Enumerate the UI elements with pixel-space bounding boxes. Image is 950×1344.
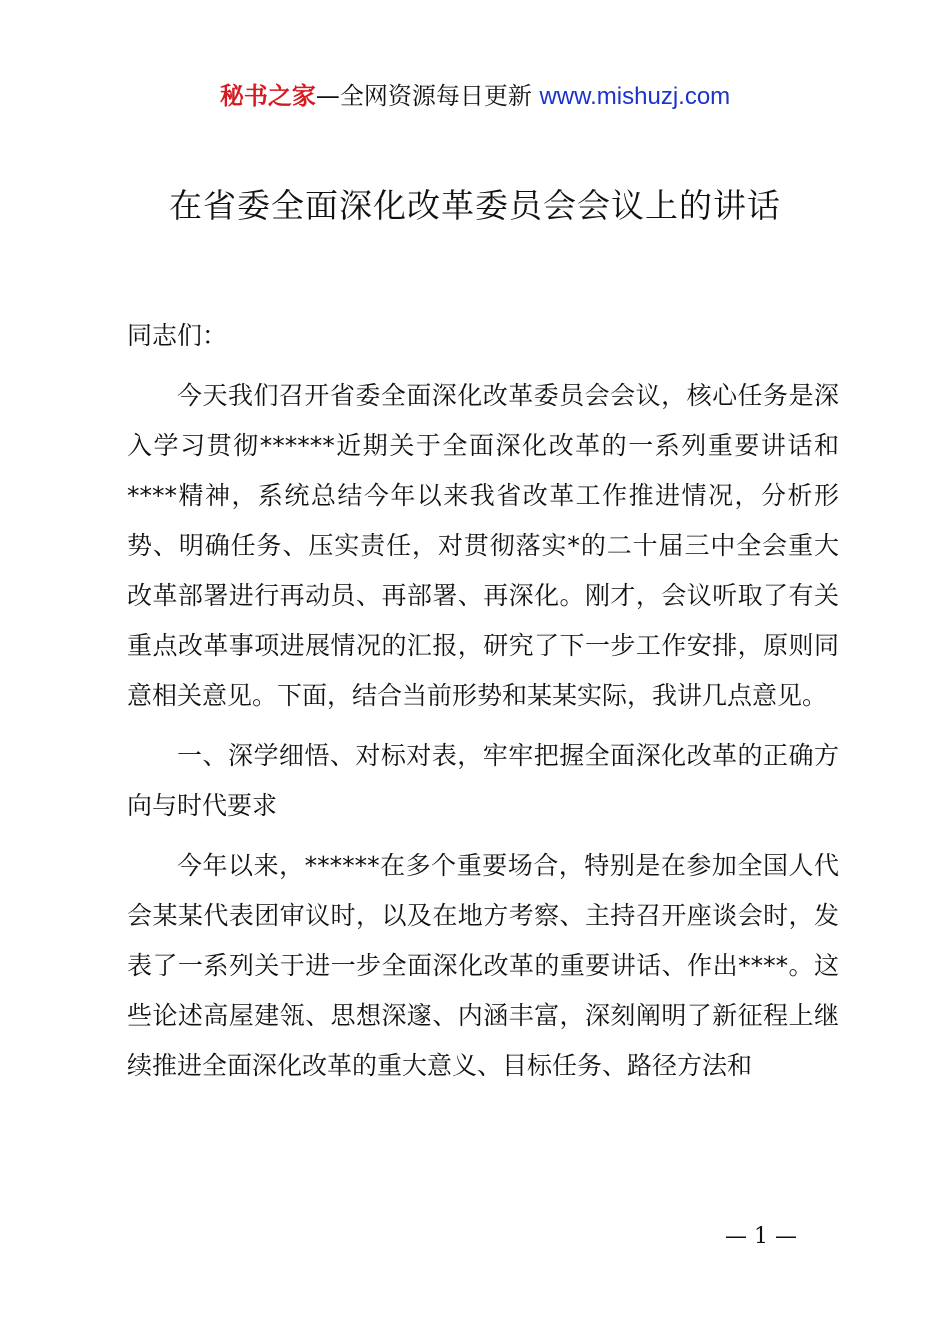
site-tagline: —全网资源每日更新 [315,82,532,110]
page-number: — 1 — [725,1224,797,1249]
section-heading: 一、深学细悟、对标对表，牢牢把握全面深化改革的正确方向与时代要求 [127,741,839,820]
site-url-link[interactable]: www.mishuzj.com [539,83,731,110]
document-body [127,311,839,1091]
body-paragraph: 今年以来，******在多个重要场合，特别是在参加全国人代会某某代表团审议时，以及在地方考察、主持召开座谈会时，发表了一系列关于进一步全面深化改革的重要讲话、作出****。这些论述高屋建瓴、思想深邃、内涵丰富，深刻阐明了新征程上继续推进全面深化改革的重大意义、目标任务、路径方法和 [127,851,839,1080]
site-banner [0,80,950,113]
body-paragraph: 今天我们召开省委全面深化改革委员会会议，核心任务是深入学习贯彻******近期关于全面深化改革的一系列重要讲话和****精神，系统总结今年以来我省改革工作推进情况，分析形势、明确任务、压实责任，对贯彻落实*的二十届三中全会重大改革部署进行再动员、再部署、再深化。刚才，会议听取了有关重点改革事项进展情况的汇报，研究了下一步工作安排，原则同意相关意见。下面，结合当前形势和某某实际，我讲几点意见。 [127,381,839,710]
document-title: 在省委全面深化改革委员会会议上的讲话 [169,186,781,225]
site-brand: 秘书之家 [219,82,316,110]
salutation: 同志们： [127,321,228,350]
